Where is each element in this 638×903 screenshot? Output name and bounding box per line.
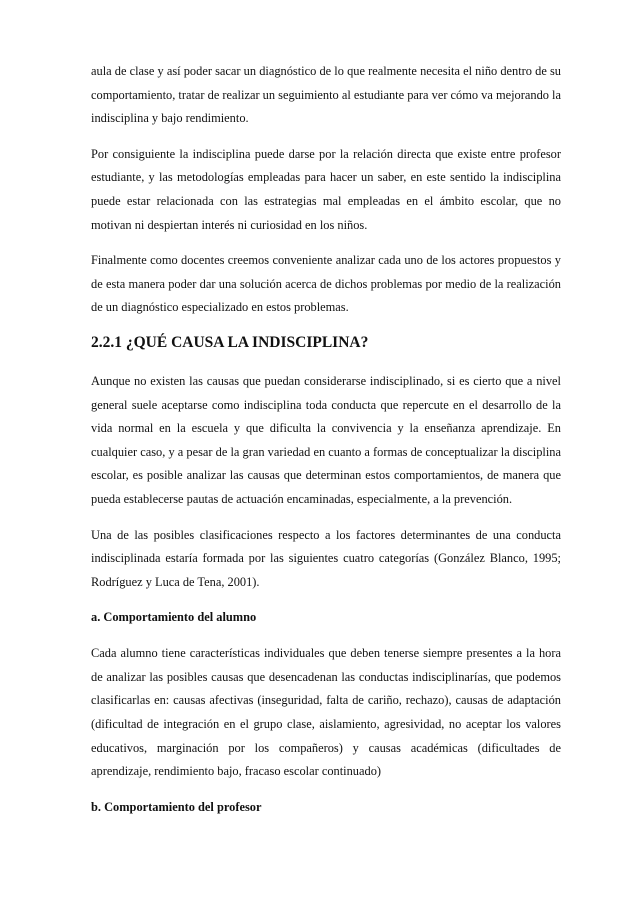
paragraph-intro-2: Por consiguiente la indisciplina puede darse por la relación directa que existe entre profesor estudiante, y las metodologías empleadas para hacer un saber, en este sentido la indisciplina puede estar relacionada con las estrategias mal empleadas en el ámbito escolar, que no motivan ni despiertan interés ni curiosidad en los niños. [91,146,561,232]
paragraph-intro-3: Finalmente como docentes creemos conveniente analizar cada uno de los actores propuestos y de esta manera poder dar una solución acerca de dichos problemas por medio de la realización de un diagnóstico especializado en estos problemas. [91,253,561,315]
paragraph-section-1: Aunque no existen las causas que puedan considerarse indisciplinado, si es cierto que a nivel general suele aceptarse como indisciplina toda conducta que repercute en el desarrollo de la vida normal en la escuela y que dificulta la convivencia y la enseñanza aprendizaje. En cualquier caso, y a pesar de la gran variedad en cuanto a formas de conceptualizar la disciplina escolar, es posible analizar las causas que determinan estos comportamientos, de manera que pueda establecerse pautas de actuación encaminadas, especialmente, a la prevención. [91,373,561,506]
paragraph-section-2: Una de las posibles clasificaciones respecto a los factores determinantes de una conducta indisciplinada estaría formada por las siguientes cuatro categorías (González Blanco, 1995; Rodríguez y Luca de Tena, 2001). [91,527,561,589]
subheading-a: a. Comportamiento del alumno [91,610,257,625]
subheading-b: b. Comportamiento del profesor [91,799,262,814]
section-heading: 2.2.1 ¿QUÉ CAUSA LA INDISCIPLINA? [91,333,369,351]
document-page [91,60,561,832]
paragraph-a: Cada alumno tiene características individuales que deben tenerse siempre presentes a la hora de analizar las posibles causas que desencadenan las conductas indisciplinarías, que podemos clasificarlas en: causas afectivas (inseguridad, falta de cariño, rechazo), causas de adaptación (dificultad de integración en el grupo clase, aislamiento, agresividad, no aceptar los valores educativos, marginación por los compañeros) y causas académicas (dificultades de aprendizaje, rendimiento bajo, fracaso escolar continuado) [91,646,561,779]
paragraph-intro-1: aula de clase y así poder sacar un diagnóstico de lo que realmente necesita el niño dentro de su comportamiento, tratar de realizar un seguimiento al estudiante para ver cómo va mejorando la indisciplina y bajo rendimiento. [91,64,561,126]
